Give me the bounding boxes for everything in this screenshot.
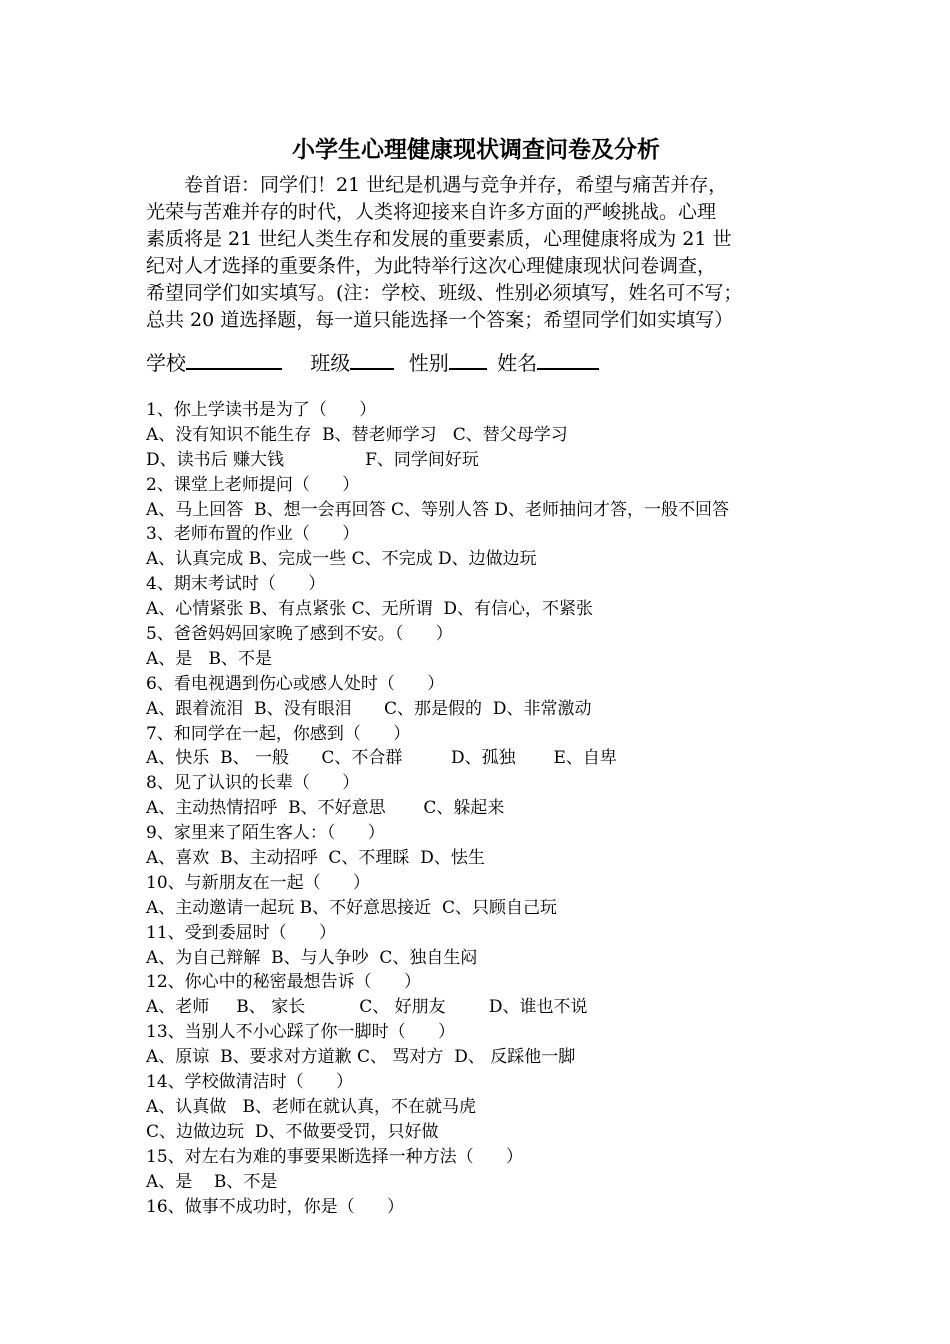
question-stem: 13、当别人不小心踩了你一脚时（ ） bbox=[146, 1022, 456, 1043]
intro-line: 卷首语：同学们！21 世纪是机遇与竞争并存，希望与痛苦并存， bbox=[146, 174, 728, 196]
question-stem: 9、家里来了陌生客人：（ ） bbox=[146, 823, 385, 844]
question-options: A、马上回答 B、想一会再回答 C、等别人答 D、老师抽问才答，一般不回答 bbox=[146, 499, 730, 520]
school-label: 学校 bbox=[146, 351, 186, 375]
intro-line: 希望同学们如实填写。(注：学校、班级、性别必须填写，姓名可不写； bbox=[146, 282, 743, 304]
school-blank bbox=[186, 346, 282, 370]
question-stem: 16、做事不成功时，你是（ ） bbox=[146, 1196, 405, 1217]
question-stem: 12、你心中的秘密最想告诉（ ） bbox=[146, 972, 422, 993]
intro-paragraph bbox=[146, 172, 810, 334]
question-options: A、主动热情招呼 B、不好意思 C、躲起来 bbox=[146, 798, 505, 819]
question-stem: 1、你上学读书是为了（ ） bbox=[146, 400, 377, 420]
question-stem: 14、学校做清洁时（ ） bbox=[146, 1072, 354, 1093]
question-options: D、读书后 赚大钱 F、同学间好玩 bbox=[146, 449, 479, 470]
gender-blank bbox=[449, 346, 487, 370]
question-options: A、原谅 B、要求对方道歉 C、 骂对方 D、 反踩他一脚 bbox=[146, 1047, 576, 1068]
question-stem: 10、与新朋友在一起（ ） bbox=[146, 872, 371, 893]
name-blank bbox=[537, 346, 599, 370]
question-list bbox=[146, 398, 826, 1219]
question-stem: 5、爸爸妈妈回家晚了感到不安。（ ） bbox=[146, 624, 453, 645]
question-options: A、喜欢 B、主动招呼 C、不理睬 D、怯生 bbox=[146, 848, 485, 869]
question-stem: 2、课堂上老师提问（ ） bbox=[146, 474, 360, 495]
question-options: A、为自己辩解 B、与人争吵 C、独自生闷 bbox=[146, 947, 478, 968]
intro-line: 光荣与苦难并存的时代，人类将迎接来自许多方面的严峻挑战。心理 bbox=[146, 201, 717, 223]
class-blank bbox=[350, 346, 394, 370]
document-title: 小学生心理健康现状调查问卷及分析 bbox=[292, 137, 660, 163]
question-options: A、快乐 B、 一般 C、不合群 D、孤独 E、自卑 bbox=[146, 748, 617, 769]
intro-line: 纪对人才选择的重要条件，为此特举行这次心理健康现状问卷调查， bbox=[146, 255, 717, 277]
class-label: 班级 bbox=[310, 351, 351, 375]
question-stem: 3、老师布置的作业（ ） bbox=[146, 524, 360, 545]
question-options: A、没有知识不能生存 B、替老师学习 C、替父母学习 bbox=[146, 424, 568, 445]
question-stem: 11、受到委屈时（ ） bbox=[146, 922, 337, 943]
question-stem: 8、见了认识的长辈（ ） bbox=[146, 773, 360, 794]
question-options: A、心情紧张 B、有点紧张 C、无所谓 D、有信心，不紧张 bbox=[146, 599, 594, 620]
student-info-row bbox=[146, 346, 599, 378]
question-options: A、跟着流泪 B、没有眼泪 C、那是假的 D、非常激动 bbox=[146, 698, 592, 719]
question-options: A、主动邀请一起玩 B、不好意思接近 C、只顾自己玩 bbox=[146, 897, 557, 918]
intro-line: 总共 20 道选择题，每一道只能选择一个答案；希望同学们如实填写） bbox=[146, 309, 734, 331]
question-options: A、认真完成 B、完成一些 C、不完成 D、边做边玩 bbox=[146, 549, 537, 570]
question-options: A、是 B、不是 bbox=[146, 1171, 278, 1192]
question-stem: 4、期末考试时（ ） bbox=[146, 574, 326, 595]
intro-line: 素质将是 21 世纪人类生存和发展的重要素质，心理健康将成为 21 世 bbox=[146, 228, 732, 250]
question-options: C、边做边玩 D、不做要受罚，只好做 bbox=[146, 1121, 439, 1142]
question-options: A、认真做 B、老师在就认真，不在就马虎 bbox=[146, 1096, 476, 1117]
question-stem: 15、对左右为难的事要果断选择一种方法（ ） bbox=[146, 1146, 524, 1167]
question-stem: 6、看电视遇到伤心或感人处时（ ） bbox=[146, 673, 445, 694]
question-stem: 7、和同学在一起，你感到（ ） bbox=[146, 723, 411, 744]
question-options: A、是 B、不是 bbox=[146, 648, 272, 669]
gender-label: 性别 bbox=[408, 351, 449, 375]
question-options: A、老师 B、 家长 C、 好朋友 D、谁也不说 bbox=[146, 997, 588, 1018]
name-label: 姓名 bbox=[497, 351, 538, 375]
